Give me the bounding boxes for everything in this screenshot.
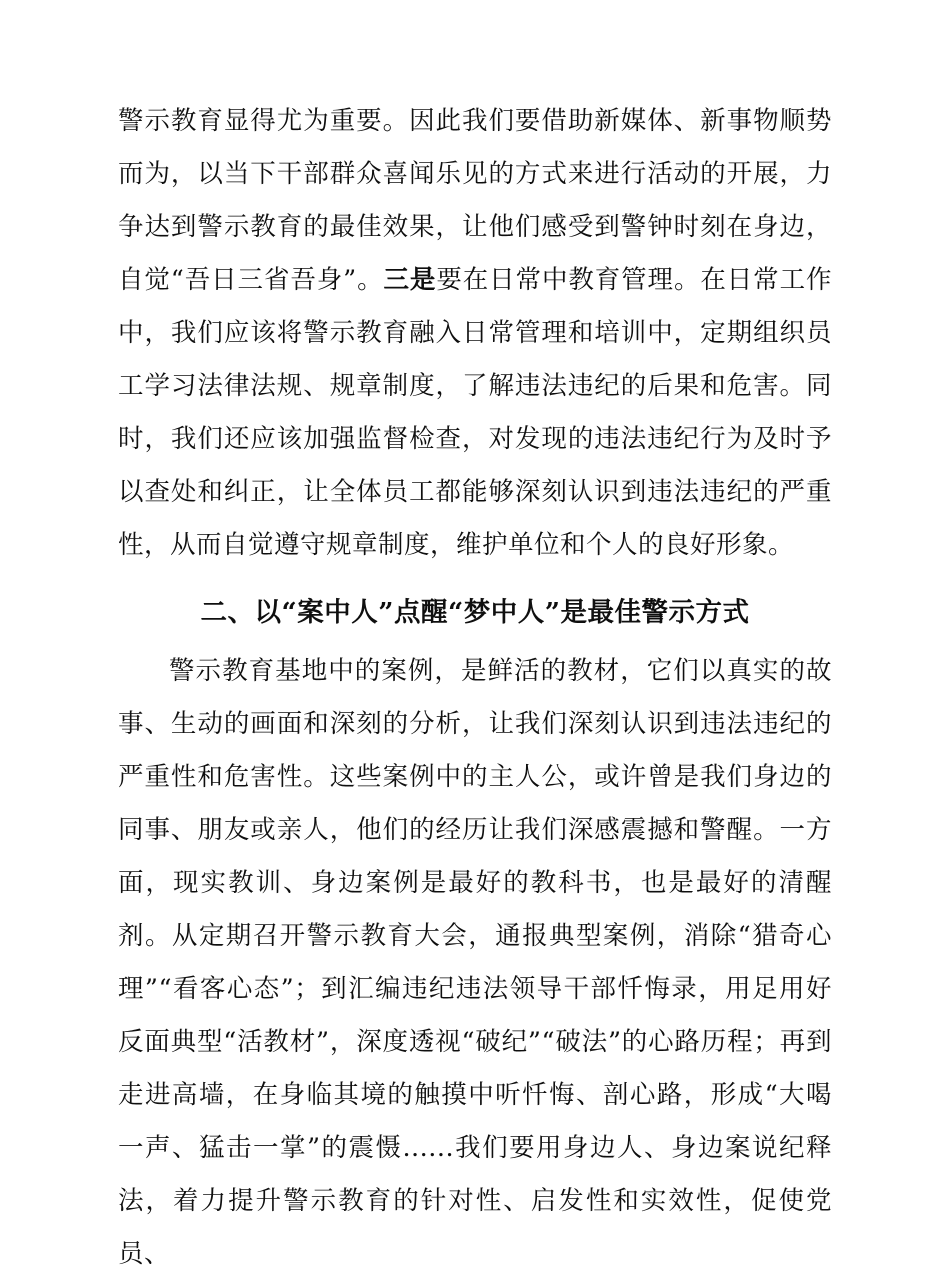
section-heading-two: 二、以“案中人”点醒“梦中人”是最佳警示方式 bbox=[200, 597, 750, 628]
document-body bbox=[118, 95, 832, 1281]
paragraph-2: 警示教育基地中的案例，是鲜活的教材，它们以真实的故事、生动的画面和深刻的分析，让我们深刻认识到违法违纪的严重性和危害性。这些案例中的主人公，或许曾是我们身边的同事、朋友或亲人，他们的经历让我们深感震撼和警醒。一方面，现实教训、身边案例是最好的教科书，也是最好的清醒剂。从定期召开警示教育大会，通报典型案例，消除“猎奇心理”“看客心态”；到汇编违纪违法领导干部忏悔录，用足用好反面典型“活教材”，深度透视“破纪”“破法”的心路历程；再到走进高墙，在身临其境的触摸中听忏悔、剖心路，形成“大喝一声、猛击一掌”的震慑......我们要用身边人、身边案说纪释法，着力提升警示教育的针对性、启发性和实效性，促使党员、 bbox=[118, 656, 832, 1269]
paragraph-1-part-1: 警示教育显得尤为重要。因此我们要借助新媒体、新事物顺势而为，以当下干部群众喜闻乐见的方式来进行活动的开展，力争达到警示教育的最佳效果，让他们感受到警钟时刻在身边，自觉“吾日三省吾身”。 bbox=[118, 106, 832, 295]
paragraph-1-part-2: 要在日常中教育管理。在日常工作中，我们应该将警示教育融入日常管理和培训中，定期组织员工学习法律法规、规章制度，了解违法违纪的后果和危害。同时，我们还应该加强监督检查，对发现的违法违纪行为及时予以查处和纠正，让全体员工都能够深刻认识到违法违纪的严重性，从而自觉遵守规章制度，维护单位和个人的良好形象。 bbox=[118, 265, 832, 560]
paragraph-1-bold-lead: 三是 bbox=[383, 265, 437, 295]
paragraph-continuation bbox=[118, 95, 832, 572]
